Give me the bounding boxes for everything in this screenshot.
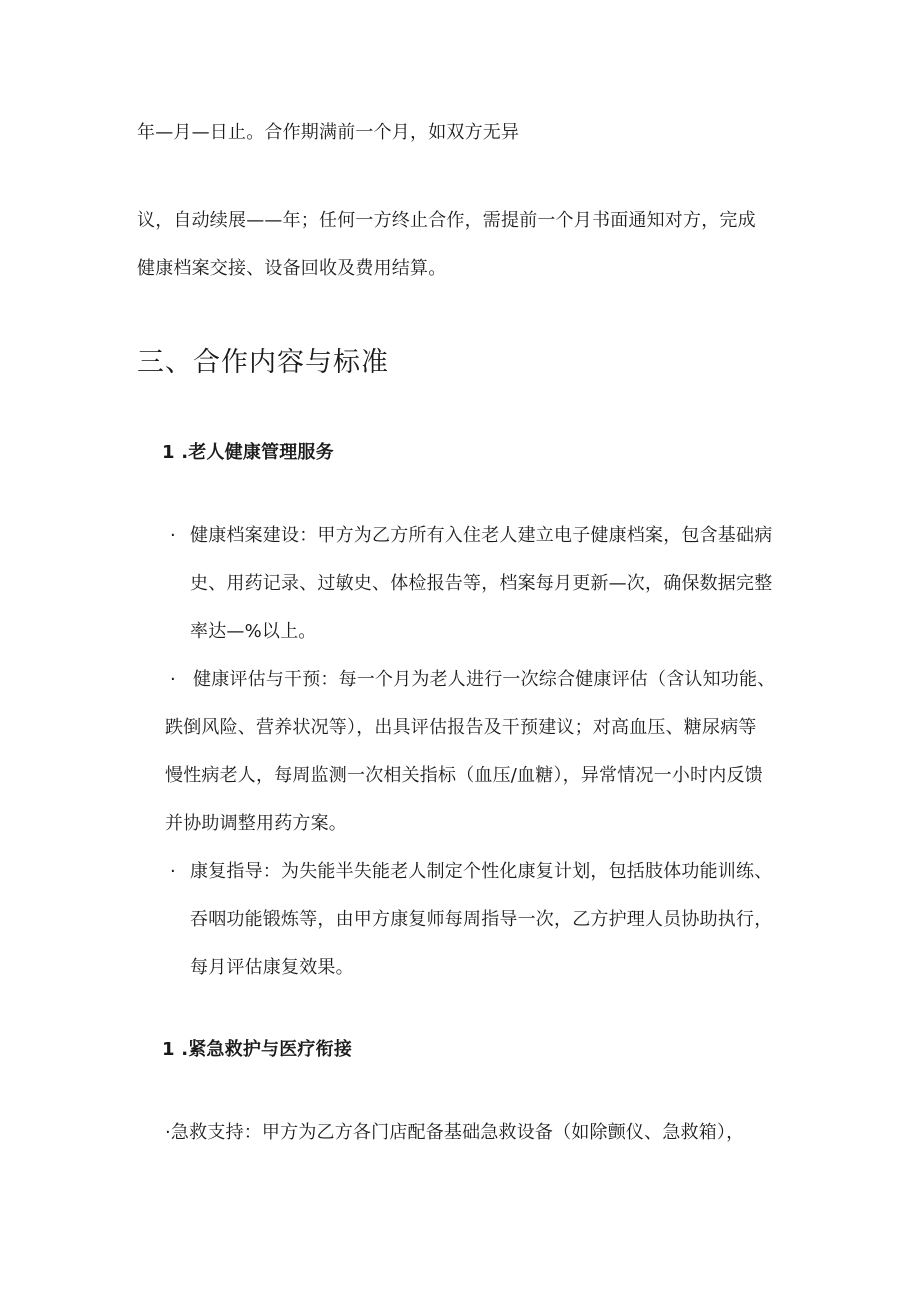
list-item-line: 康复指导：为失能半失能老人制定个性化康复计划，包括肢体功能训练、 xyxy=(190,861,773,882)
subsection-heading: 1 .紧急救护与医疗衔接 xyxy=(162,1039,353,1060)
subsection-heading: 1 .老人健康管理服务 xyxy=(162,442,334,463)
list-item-line: 率达—%以上。 xyxy=(190,621,317,642)
paragraph-line: 议，自动续展——年；任何一方终止合作，需提前一个月书面通知对方，完成 xyxy=(137,210,756,231)
paragraph-line: 健康档案交接、设备回收及费用结算。 xyxy=(137,258,447,279)
list-item-line: 健康评估与干预：每一个月为老人进行一次综合健康评估（含认知功能、 xyxy=(193,669,776,690)
section-heading: 三、合作内容与标准 xyxy=(137,347,389,378)
bullet-icon: · xyxy=(170,669,176,690)
list-item-line: 每月评估康复效果。 xyxy=(190,957,354,978)
list-item-line: 吞咽功能锻炼等，由甲方康复师每周指导一次，乙方护理人员协助执行， xyxy=(190,909,773,930)
list-item-line: 健康档案建设：甲方为乙方所有入住老人建立电子健康档案，包含基础病 xyxy=(190,525,773,546)
list-item-line: 跌倒风险、营养状况等），出具评估报告及干预建议；对高血压、糖尿病等 xyxy=(165,717,757,738)
bullet-icon: · xyxy=(170,525,176,546)
list-item-line: 并协助调整用药方案。 xyxy=(165,813,347,834)
bullet-icon: · xyxy=(170,861,176,882)
list-item-line: 史、用药记录、过敏史、体检报告等，档案每月更新—次，确保数据完整 xyxy=(190,573,773,594)
list-item-line: ·急救支持：甲方为乙方各门店配备基础急救设备（如除颤仪、急救箱）， xyxy=(165,1122,745,1143)
paragraph-line: 年—月—日止。合作期满前一个月，如双方无异 xyxy=(137,122,520,143)
list-item-line: 慢性病老人，每周监测一次相关指标（血压/血糖），异常情况一小时内反馈 xyxy=(165,765,763,786)
